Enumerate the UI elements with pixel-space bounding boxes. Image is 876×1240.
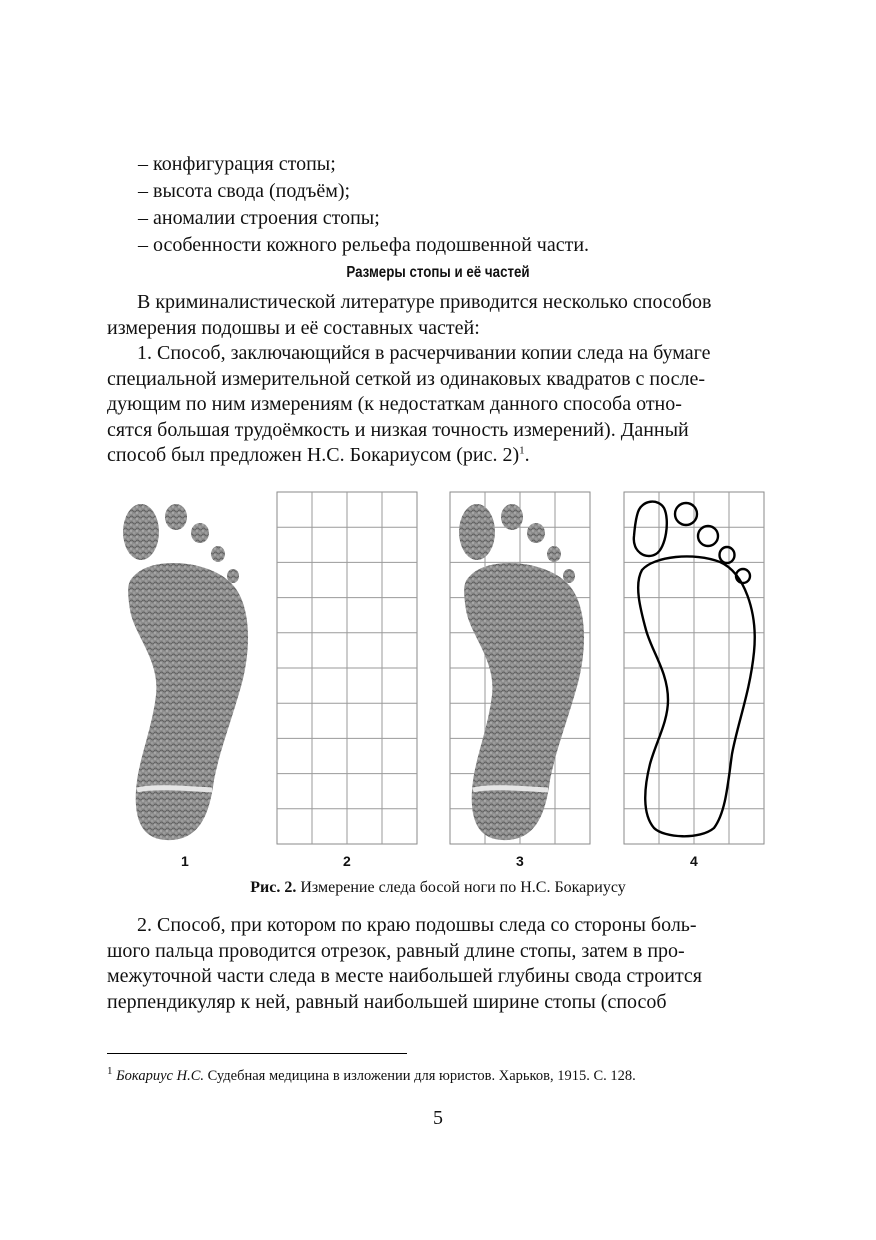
page-number: 5 xyxy=(433,1107,443,1129)
caption-text: Измерение следа босой ноги по Н.С. Бокариусу xyxy=(296,879,626,896)
text-line-content: способ был предложен Н.С. Бокариусом (рис. 2) xyxy=(107,444,520,466)
list-item: – конфигурация стопы; xyxy=(138,153,336,175)
text-line: перпендикуляр к ней, равный наибольшей ширине стопы (способ xyxy=(107,990,667,1013)
text-line: шого пальца проводится отрезок, равный длине стопы, затем в про- xyxy=(107,939,685,962)
footnote-ref[interactable]: 1 xyxy=(519,444,525,457)
panel-1-footprint xyxy=(123,504,248,840)
period: . xyxy=(524,444,530,466)
list-item: – особенности кожного рельефа подошвенной части. xyxy=(138,234,590,256)
panel-4-grid-outline xyxy=(624,492,764,844)
text-line: межуточной части следа в месте наибольшей глубины свода строится xyxy=(107,965,703,987)
text-line: измерения подошвы и её составных частей: xyxy=(107,316,480,339)
method1-paragraph xyxy=(107,341,768,469)
list-item: – аномалии строения стопы; xyxy=(138,207,380,229)
text-line: сятся большая трудоёмкость и низкая точность измерений). Данный xyxy=(107,418,689,441)
method2-paragraph xyxy=(107,913,768,1015)
feature-list xyxy=(138,151,589,259)
footnote-author: Бокариус Н.С. xyxy=(116,1068,204,1084)
footnote xyxy=(107,1065,636,1085)
intro-paragraph xyxy=(107,290,768,341)
footnote-marker: 1 xyxy=(107,1065,113,1078)
panel-3-grid-footprint xyxy=(450,492,590,844)
figure-bokarius xyxy=(110,488,770,848)
text-line: 2. Способ, при котором по краю подошвы следа со стороны боль- xyxy=(137,914,697,936)
figure-caption xyxy=(0,879,876,897)
panel-label: 2 xyxy=(343,853,351,869)
text-line: специальной измерительной сеткой из одинаковых квадратов с после- xyxy=(107,367,706,390)
list-item: – высота свода (подъём); xyxy=(138,180,351,202)
caption-label: Рис. 2. xyxy=(250,879,297,896)
panel-label: 1 xyxy=(181,853,189,869)
panel-label: 4 xyxy=(690,853,698,869)
footnote-text: Судебная медицина в изложении для юристов. Харьков, 1915. С. 128. xyxy=(204,1068,636,1084)
section-heading: Размеры стопы и её частей xyxy=(346,264,530,281)
text-line xyxy=(107,443,768,469)
footnote-separator xyxy=(107,1053,407,1054)
text-line: 1. Способ, заключающийся в расчерчивании копии следа на бумаге xyxy=(137,342,711,364)
panel-2-grid xyxy=(277,492,417,844)
text-line: В криминалистической литературе приводится несколько способов xyxy=(137,291,712,313)
panel-label: 3 xyxy=(516,853,524,869)
text-line: дующим по ним измерениям (к недостаткам данного способа отно- xyxy=(107,393,682,415)
